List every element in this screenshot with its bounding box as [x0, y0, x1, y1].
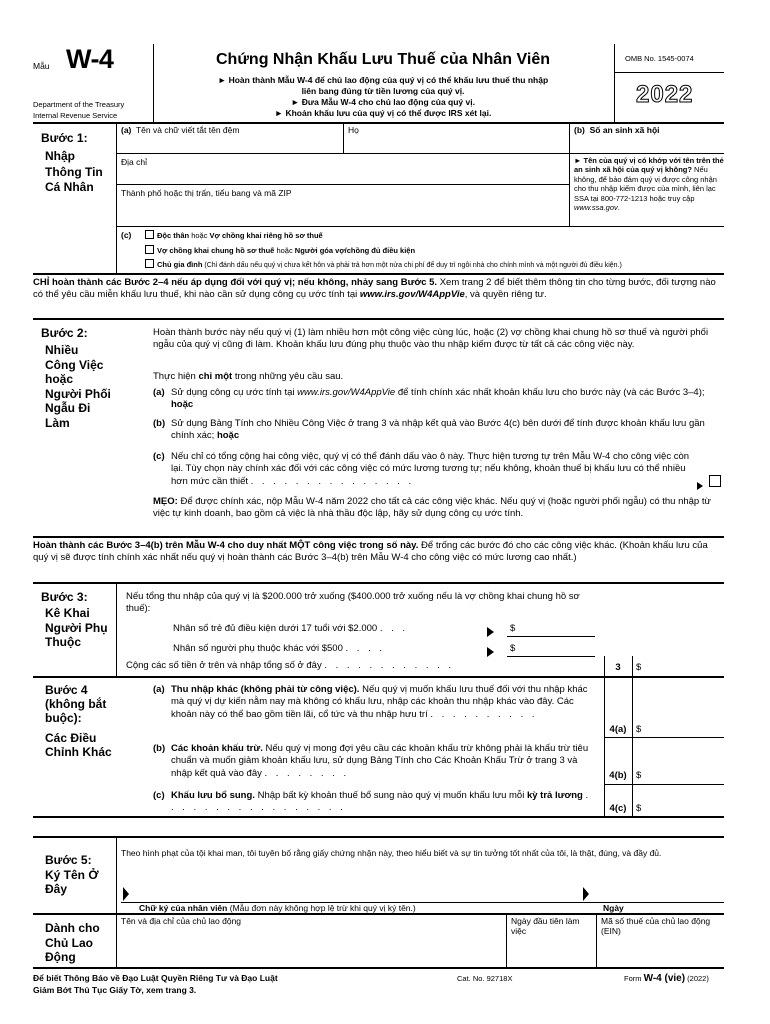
internal-revenue-service: Internal Revenue Service: [33, 111, 118, 120]
employer-name-input[interactable]: [120, 930, 503, 966]
city-label: Thành phố hoặc thị trấn, tiểu bang và mã ZIP: [121, 188, 292, 198]
line-4a-number: 4(a): [609, 724, 627, 735]
ein-label: Mã số thuế của chủ lao động (EIN): [601, 916, 711, 936]
step4c-label: (c): [153, 790, 165, 801]
signature-date-input[interactable]: [595, 875, 723, 902]
line-4a-dollar: $: [636, 724, 642, 735]
perjury-statement: Theo hình phạt của tội khai man, tôi tuyên bố rằng giấy chứng nhận này, theo hiểu biết và sự tin tưởng tốt nhất của tôi, là thật, đúng, và đầy đủ.: [121, 848, 662, 858]
step4a-text: Thu nhập khác (không phải từ công việc). Nếu quý vị muốn khấu lưu thuế đối với thu nhập khác mà quý vị dự kiến nằm nay mà không có khấu lưu, nhập các khoản thu nhập khác vào đây. Các khoản này có thể bao gồm tiền lãi, cổ tức và thu nhập hưu trí . . . . . . . . . .: [171, 684, 588, 720]
first-date-label: Ngày đầu tiên làm việc: [511, 916, 580, 936]
form-title: Chứng Nhận Khấu Lưu Thuế của Nhân Viên: [216, 51, 550, 68]
arrow-icon: [487, 627, 494, 637]
steps-2-4-instructions: CHỈ hoàn thành các Bước 2–4 nếu áp dụng đối với quý vị; nếu không, nhảy sang Bước 5. Xem trang 2 để biết thêm thông tin cho từng bước, đối tượng nào có thể yêu cầu miễn khấu lưu thuế, khi nào cần sử dụng công cụ ước tính tại www.irs.gov/W4AppVie, và quyền riêng tư.: [33, 277, 716, 301]
step2-a-text: Sử dụng công cụ ước tính tại www.irs.gov/W4AppVie để tính chính xác nhất khoản khấu lưu cho bước này (và các Bước 3–4); hoặc: [171, 387, 705, 411]
step2c-checkbox[interactable]: [709, 475, 721, 487]
header-instructions: ► Hoàn thành Mẫu W-4 để chủ lao động của quý vị có thể khấu lưu thuế thu nhập liên bang đúng từ tiền lương của quý vị. ► Đưa Mẫu W-4 cho chủ lao động của quý vị. ► Khoản khấu lưu của quý vị có thể được IRS xét lại.: [217, 75, 549, 118]
filing-status-hoh[interactable]: Chủ gia đình (Chỉ đánh dấu nếu quý vị chưa kết hôn và phải trả hơn một nửa chi phí để duy trì ngôi nhà cho chính mình và một người đủ điều kiện.): [145, 259, 622, 269]
filing-status-single[interactable]: Độc thân hoặc Vợ chồng khai riêng hồ sơ thuế: [145, 230, 323, 240]
step4-title: Bước 4 (không bắt buộc):: [45, 683, 107, 725]
employers-only-title: Dành cho Chủ Lao Động: [45, 921, 100, 964]
step2-name: Nhiều Công Việc hoặc Người Phối Ngẫu Đi Làm: [45, 343, 111, 430]
line-3-dollar: $: [636, 662, 642, 673]
qualifying-children-input[interactable]: [508, 620, 594, 636]
step4c-text: Khấu lưu bổ sung. Nhập bất kỳ khoản thuế bổ sung nào quý vị muốn khấu lưu mỗi kỳ trả lương . . . . . . . . . . . . . . . . .: [171, 790, 592, 814]
last-name-label: Họ: [348, 125, 359, 135]
form-prefix: Mẫu: [33, 61, 50, 71]
step4b-text: Các khoản khấu trừ. Nếu quý vị mong đợi yêu cầu các khoản khấu trừ không phải là khấu trừ tiêu chuẩn và muốn giảm khoản khấu lưu, sử dụng Bảng Tính cho Các Khoản Khấu Trừ ở trang 3 và nhập kết quả vào đây . . . . . . . .: [171, 743, 589, 779]
step3-line1-dollar: $: [510, 623, 516, 634]
signature-label: Chữ ký của nhân viên (Mẫu đơn này không hợp lệ trừ khi quý vị ký tên.): [139, 903, 416, 913]
catalog-number: Cat. No. 92718X: [457, 974, 513, 983]
ssn-label: (b) Số an sinh xã hội: [574, 125, 660, 135]
privacy-notice: Để biết Thông Báo về Đạo Luật Quyền Riêng Tư và Đạo Luật Giảm Bớt Thủ Tục Giấy Tờ, xem trang 3.: [33, 973, 278, 995]
step5-title: Bước 5: Ký Tên Ở Đây: [45, 853, 99, 896]
step1-name: Nhập Thông Tin Cá Nhân: [45, 149, 103, 195]
address-label: Địa chỉ: [121, 157, 147, 167]
filing-status-married[interactable]: Vợ chồng khai chung hồ sơ thuế hoặc Người góa vợ/chồng đủ điều kiện: [145, 245, 415, 255]
arrow-icon: [583, 887, 589, 901]
step3-line3: Cộng các số tiền ở trên và nhập tổng số ở đây . . . . . . . . . . . .: [126, 660, 455, 671]
first-date-input[interactable]: [510, 940, 592, 966]
step3-line1: Nhân số trẻ đủ điều kiện dưới 17 tuổi với $2.000 . . .: [173, 623, 409, 634]
employer-name-label: Tên và địa chỉ của chủ lao động: [121, 916, 242, 926]
step3-intro: Nếu tổng thu nhập của quý vị là $200.000 trở xuống ($400.000 trở xuống nếu là vợ chồng khai chung hồ sơ thuế):: [126, 591, 580, 615]
step3-name: Kê Khai Người Phụ Thuộc: [45, 606, 108, 649]
step2-b-text: Sử dụng Bảng Tính cho Nhiều Công Việc ở trang 3 và nhập kết quả vào Bước 4(c) bên dưới để tính được khoản khấu lưu gần chính xác; hoặc: [171, 418, 705, 442]
form-number: W-4: [66, 44, 114, 74]
step3-line2-dollar: $: [510, 643, 516, 654]
step2-c-label: (c): [153, 451, 165, 462]
omb-number: OMB No. 1545-0074: [625, 54, 694, 63]
step2-b-label: (b): [153, 418, 166, 429]
line-4b-number: 4(b): [609, 770, 627, 781]
steps-3-4b-instructions: Hoàn thành các Bước 3–4(b) trên Mẫu W-4 cho duy nhất MỘT công việc trong số này. Để trống các bước đó cho các công việc khác. (Khoản khấu lưu của quý vị sẽ được tính chính xác nhất nếu quý vị hoàn thành các Bước 3–4(b) trên Mẫu W-4 cho công việc có mức lương cao nhất.): [33, 540, 708, 564]
step2-c-text: Nếu chỉ có tổng cộng hai công việc, quý vị có thể đánh dấu vào ô này. Thực hiện tương tự trên Mẫu W-4 cho công việc còn lại. Tùy chọn này chính xác đối với các công việc có mức lương tương tự; nếu không, khoản thuế bị khấu lưu có thể nhiều hơn mức cần thiết . . . . . . . . . . . . . . .: [171, 451, 690, 487]
date-label: Ngày: [603, 903, 624, 913]
extra-withholding-input[interactable]: [633, 797, 723, 816]
step2-choose-one: Thực hiện chỉ một trong những yêu cầu sau.: [153, 371, 344, 382]
step3-total-input[interactable]: [633, 657, 723, 676]
employee-signature-input[interactable]: [135, 875, 585, 902]
other-dependents-input[interactable]: [508, 640, 594, 656]
filing-status-label: (c): [121, 230, 132, 240]
arrow-icon: [697, 482, 703, 490]
arrow-icon: [123, 887, 129, 901]
line-3-number: 3: [615, 662, 621, 673]
line-4c-dollar: $: [636, 803, 642, 814]
checkbox-head-of-household[interactable]: [145, 259, 154, 268]
department-treasury: Department of the Treasury: [33, 100, 125, 109]
step4b-label: (b): [153, 743, 166, 754]
other-income-input[interactable]: [633, 717, 723, 736]
arrow-icon: [487, 647, 494, 657]
step4a-label: (a): [153, 684, 165, 695]
step4-name: Các Điều Chỉnh Khác: [45, 731, 112, 759]
step2-a-label: (a): [153, 387, 165, 398]
deductions-input[interactable]: [633, 765, 723, 784]
form-footer-id: Form W-4 (vie) (2022): [624, 973, 709, 984]
checkbox-single[interactable]: [145, 230, 154, 239]
step2-intro: Hoàn thành bước này nếu quý vị (1) làm nhiều hơn một công việc cùng lúc, hoặc (2) vợ chồng khai chung hồ sơ thuế và người phối ngẫu của quý vị cũng đi làm. Khoản khấu lưu đúng phụ thuộc vào thu nhập kiếm được từ tất cả các công việc này.: [153, 327, 709, 351]
ein-input[interactable]: [600, 940, 722, 966]
step2-title: Bước 2:: [41, 326, 88, 340]
step2-tip: MẸO: Để được chính xác, nộp Mẫu W-4 năm 2022 cho tất cả các công việc khác. Nếu quý vị (hoặc người phối ngẫu) có thu nhập từ việc tự kinh doanh, bao gồm cả việc là nhà thầu độc lập, hãy sử dụng công cụ ước tính.: [153, 496, 711, 520]
step3-line2: Nhân số người phụ thuộc khác với $500 . . . .: [173, 643, 385, 654]
ssn-name-note: ► Tên của quý vị có khớp với tên trên thẻ an sinh xã hội của quý vị không? Nếu không, để bảo đảm quý vị được công nhận cho thu nhập kiếm được của mình, liên lạc SSA tại 800-772-1213 hoặc truy cập www.ssa.gov.: [574, 156, 724, 213]
checkbox-married[interactable]: [145, 245, 154, 254]
line-4c-number: 4(c): [609, 803, 627, 814]
step1-title: Bước 1:: [41, 131, 88, 145]
first-name-label: (a) Tên và chữ viết tắt tên đệm: [121, 125, 240, 135]
tax-year: 2022: [636, 81, 694, 108]
step3-title: Bước 3:: [41, 590, 88, 604]
line-4b-dollar: $: [636, 770, 642, 781]
